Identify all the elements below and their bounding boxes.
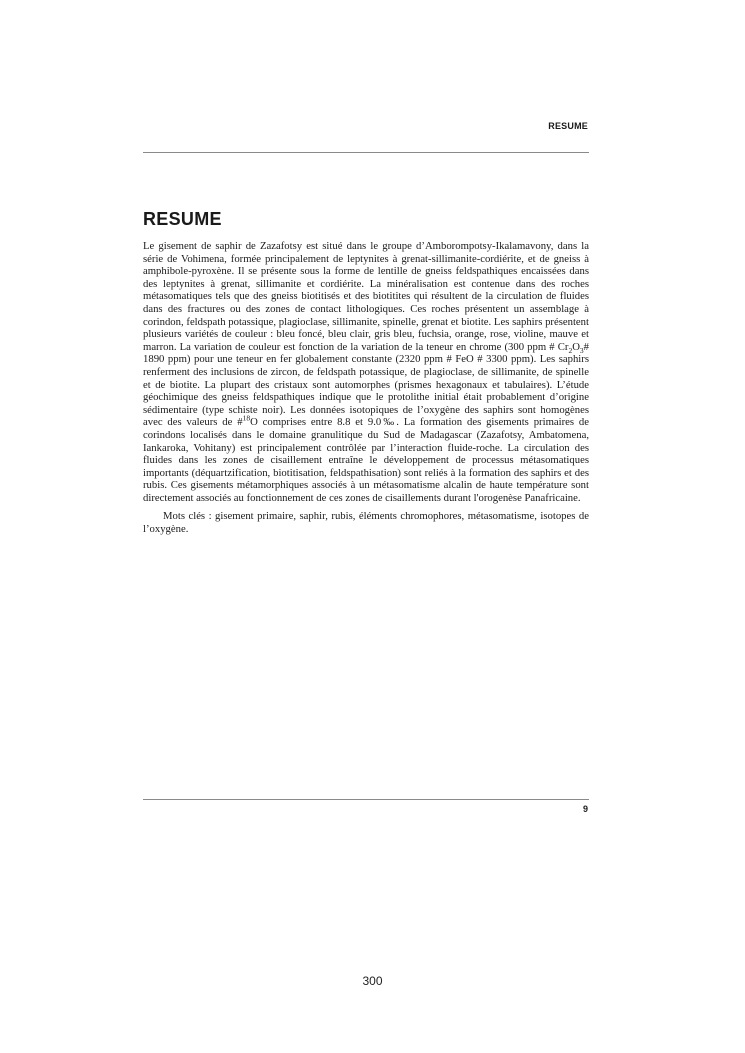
- pdf-page-number: 300: [362, 974, 383, 988]
- abstract-text-part-3: # 1890 ppm) pour une teneur en fer globalement constante (2320 ppm # FeO # 3300 ppm). Les saphirs renferment des inclusions de zircon, de feldspath potassique, de plagioclase, de sillimanite, de spinelle et de biotite. La plupart des cristaux sont automorphes (prismes hexagonaux et tabulaires). L’étude géochimique des gneiss feldspathiques indique que le protolithe initial était probablement d’origine sédimentaire (type schiste noir). Les données isotopiques de l’oxygène des saphirs sont homogènes avec des valeurs de #: [143, 340, 589, 429]
- subscript-2: 2: [568, 345, 573, 355]
- abstract-text-part-1: Le gisement de saphir de Zazafotsy est situé dans le groupe d’Amborompotsy-Ikalamavony, dans la série de Vohimena, formée principalement de leptynites à grenat-sillimanite-cordiérite, et de gneiss à amphibole-pyroxène. Il se présente sous la forme de lentille de gneiss feldspathiques encaissées dans des leptynites à grenat, sillimanite et cordiérite. La minéralisation est contenue dans des roches métasomatiques tels que des gneiss biotitisés et des biotitites qui résultent de la circulation de fluides dans des fractures ou des zones de contact lithologiques. Ces roches présentent un assemblage à corindon, feldspath potassique, plagioclase, sillimanite, spinelle, grenat et biotite. Les saphirs présentent plusieurs variétés de couleur : bleu foncé, bleu clair, gris bleu, fuchsia, orange, rose, violine, mauve et marron. La variation de couleur est fonction de la variation de la teneur en chrome (300 ppm # Cr: [143, 240, 589, 353]
- abstract-text-part-4: O comprises entre 8.8 et 9.0‰. La formation des gisements primaires de corindons localisés dans le domaine granulitique du Sud de Madagascar (Zazafotsy, Ambatomena, Iankaroka, Vohitany) est principalement contrôlée par l’interaction fluide-roche. La circulation des fluides dans les zones de cisaillement entraîne le développement de processus métasomatiques importants (déquartzification, biotitisation, feldspathisation) sont reliés à la formation des saphirs et des rubis. Ces gisements métamorphiques associés à un métasomatisme alcalin de haute température sont directement associés au fonctionnement de ces zones de cisaillements durant l'orogenèse Panafricaine.: [143, 416, 590, 504]
- header-rule: [143, 152, 589, 153]
- running-head: RESUME: [548, 121, 588, 131]
- abstract-body: [143, 240, 589, 536]
- abstract-paragraph: [143, 240, 589, 504]
- keywords-paragraph: Mots clés : gisement primaire, saphir, rubis, éléments chromophores, métasomatisme, isotopes de l’oxygène.: [143, 510, 589, 536]
- superscript-18: 18: [242, 413, 251, 423]
- abstract-text-part-2: O: [572, 340, 580, 353]
- section-heading: RESUME: [143, 209, 222, 229]
- footer-rule: [143, 799, 589, 800]
- page-folio: 9: [582, 804, 588, 814]
- subscript-3: 3: [579, 345, 584, 355]
